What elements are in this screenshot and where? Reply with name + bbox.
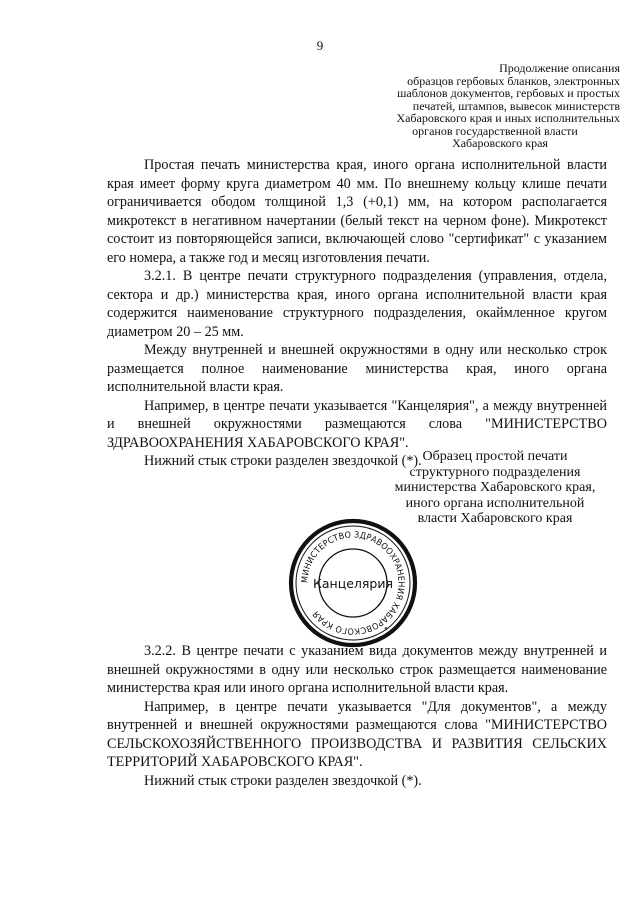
stamp-center-text: Канцелярия — [313, 576, 393, 591]
paragraph: 3.2.1. В центре печати структурного подразделения (управления, отдела, сектора и др.) министерства края, иного органа исполнительной власти края содержится наименование структурного подразделения, окаймленное кругом диаметром 20 – 25 мм. — [107, 268, 607, 340]
paragraph: Например, в центре печати указывается "Для документов", а между внутренней и внешней окружностями размещаются слова "МИНИСТЕРСТВО СЕЛЬСКОХОЗЯЙСТВЕННОГО ПРОИЗВОДСТВА И РАЗВИТИЯ СЕЛЬСКИХ ТЕРРИТОРИЙ ХАБАРОВСКОГО КРАЯ". — [107, 698, 607, 770]
paragraph: Простая печать министерства края, иного органа исполнительной власти края имеет форму круга диаметром 40 мм. По внешнему кольцу клише печати ограничивается ободом толщиной 1,3 (+0,1) мм, на котором располагается микротекст в негативном начертании (белый текст на черном фоне). Микротекст состоит из повторяющейся записи, включающей слово "сертификат" с указанием его номера, а также год и месяц изготовления печати. — [107, 157, 607, 266]
page-number: 9 — [316, 38, 324, 53]
header-line: Хабаровского края — [452, 136, 548, 150]
paragraph: Нижний стык строки разделен звездочкой (*). — [144, 772, 422, 789]
caption-line: иного органа исполнительной — [405, 495, 585, 511]
stamp-ring-text: МИНИСТЕРСТВО ЗДРАВООХРАНЕНИЯ ХАБАРОВСКОГО КРАЯ — [300, 530, 406, 636]
header-line: печатей, штампов, вывесок министерств — [412, 98, 620, 113]
paragraph: Нижний стык строки разделен звездочкой (*). — [144, 453, 422, 469]
header-line: органов государственной власти — [412, 123, 578, 138]
section-simple-stamp — [107, 156, 607, 471]
paragraph: 3.2.2. В центре печати с указанием вида документов между внутренней и внешней окружностями в одну или несколько строк размещается наименование министерства края или иного органа исполнительной власти края. — [107, 643, 607, 696]
paragraph: Между внутренней и внешней окружностями в одну или несколько строк размещается полное наименование министерства края, иного органа исполнительной власти края. — [107, 342, 607, 395]
caption-line: Образец простой печати — [422, 449, 568, 464]
stamp-seal — [288, 518, 418, 648]
section-document-stamp — [107, 642, 607, 790]
stamp-star: * — [382, 625, 393, 637]
caption-line: министерства Хабаровского края, — [394, 480, 596, 495]
header-line: образцов гербовых бланков, электронных — [407, 73, 620, 88]
caption-line: власти Хабаровского края — [417, 511, 573, 526]
header-line: Продолжение описания — [499, 61, 620, 75]
header-line: Хабаровского края и иных исполнительных — [396, 111, 620, 125]
header-line: шаблонов документов, гербовых и простых — [397, 86, 620, 100]
caption-line: структурного подразделения — [409, 464, 581, 480]
document-header — [340, 62, 620, 150]
sample-caption — [360, 449, 630, 527]
paragraph: Например, в центре печати указывается "Канцелярия", а между внутренней и внешней окружностями размещаются слова "МИНИСТЕРСТВО ЗДРАВООХРАНЕНИЯ ХАБАРОВСКОГО КРАЯ". — [107, 397, 607, 451]
